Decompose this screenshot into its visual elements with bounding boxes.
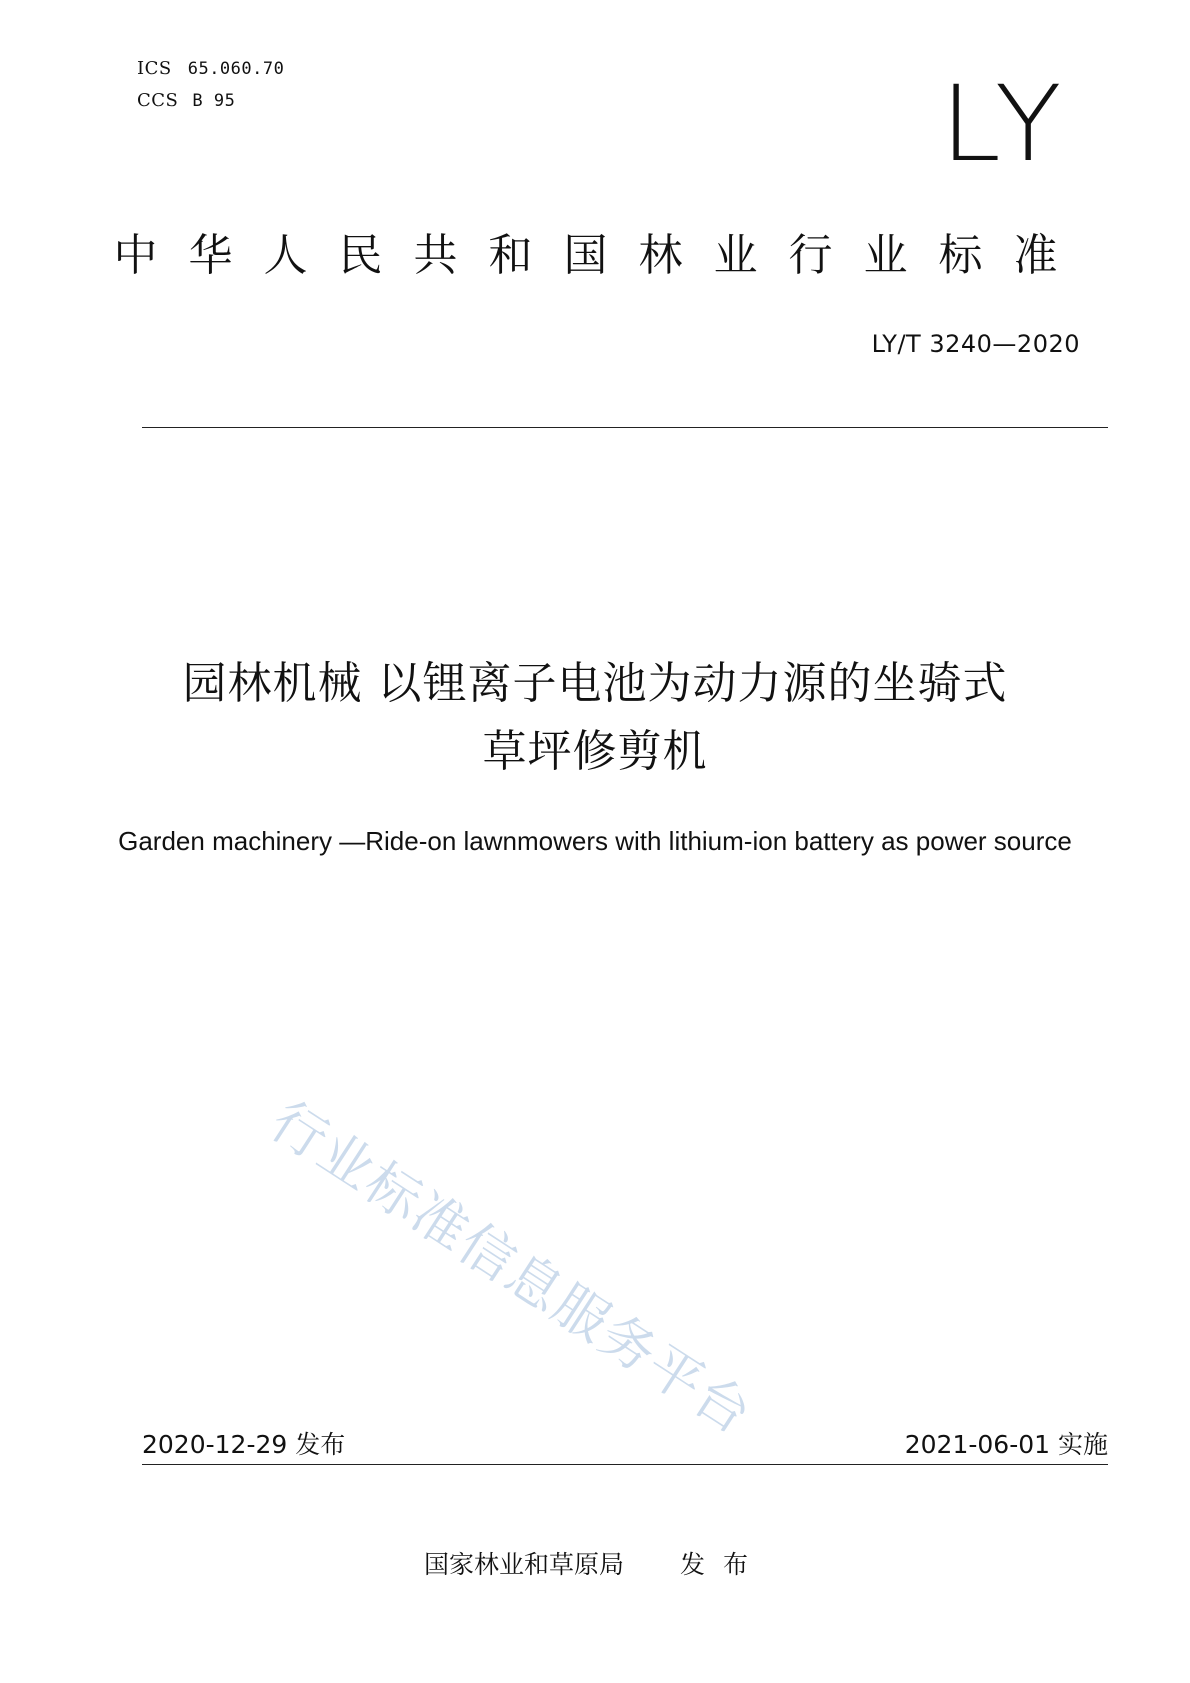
ccs-label: CCS — [137, 90, 179, 111]
title-chinese-line-1: 园林机械 以锂离子电池为动力源的坐骑式 — [182, 658, 1008, 709]
ccs-code: B 95 — [192, 91, 236, 111]
ics-classification — [137, 58, 284, 79]
publisher-name: 国家林业和草原局 — [423, 1550, 624, 1579]
publisher — [0, 1545, 1190, 1581]
top-divider — [142, 427, 1108, 428]
ics-code: 65.060.70 — [187, 59, 285, 79]
watermark: 行业标准信息服务平台 — [259, 1089, 764, 1448]
issue-date: 2020-12-29 发布 — [142, 1430, 346, 1459]
title-english: Garden machinery —Ride-on lawnmowers with lithium-ion battery as power source — [118, 826, 1072, 856]
authority-title: 中华人民共和国林业行业标准 — [113, 230, 1089, 281]
publisher-action: 发布 — [680, 1550, 767, 1579]
title-chinese-line-2: 草坪修剪机 — [482, 726, 708, 777]
standard-logo: LY — [940, 63, 1070, 185]
ccs-classification — [137, 90, 235, 111]
implementation-date: 2021-06-01 实施 — [904, 1430, 1108, 1459]
bottom-divider — [142, 1464, 1108, 1465]
standard-number: LY/T 3240—2020 — [871, 330, 1080, 358]
ics-label: ICS — [137, 58, 172, 79]
